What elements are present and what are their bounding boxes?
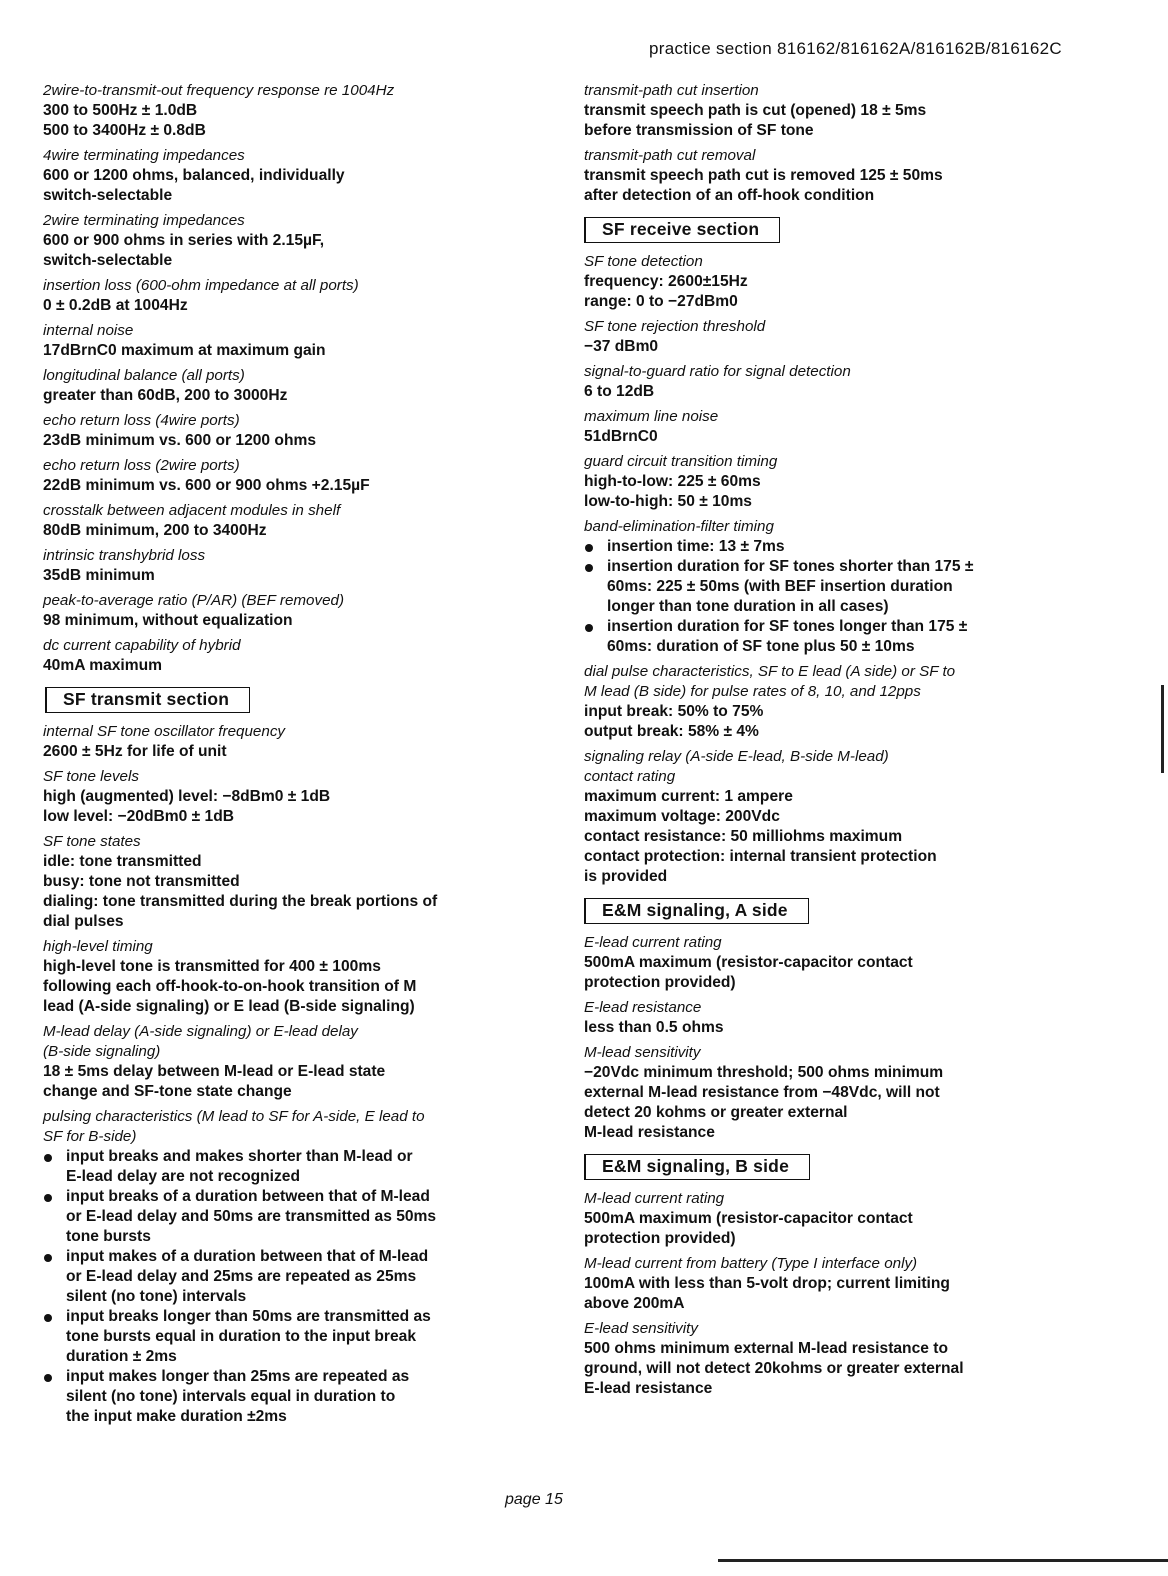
bullet-item [43, 1247, 543, 1307]
spec-item [584, 1254, 1084, 1314]
spec-item [43, 1022, 543, 1102]
bullet-icon [44, 1314, 52, 1322]
spec-label: SF tone levels [43, 768, 139, 785]
spec-list [584, 662, 1084, 887]
bullet-item [43, 1147, 543, 1187]
margin-rule [1161, 685, 1164, 773]
spec-label: crosstalk between adjacent modules in shelf [43, 502, 341, 519]
bullet-item [43, 1187, 543, 1247]
spec-item [584, 998, 1084, 1038]
spec-label: dial pulse characteristics, SF to E lead (A side) or SF to M lead (B side) for pulse rates of 8, 10, and 12pps [584, 663, 956, 700]
spec-value: 80dB minimum, 200 to 3400Hz [43, 522, 267, 539]
bullet-text: input makes of a duration between that of M-lead or E-lead delay and 25ms are repeated as 25ms silent (no tone) intervals [66, 1248, 429, 1305]
spec-item [43, 636, 543, 676]
spec-item [43, 546, 543, 586]
spec-label: M-lead current rating [584, 1190, 725, 1207]
spec-label: SF tone rejection threshold [584, 318, 766, 335]
spec-value: high-level tone is transmitted for 400 ± 100ms following each off-hook-to-on-hook transition of M lead (A-side signaling) or E lead (B-side signaling) [43, 958, 417, 1015]
spec-label: peak-to-average ratio (P/AR) (BEF removed) [43, 592, 345, 609]
spec-label: M-lead current from battery (Type I interface only) [584, 1255, 918, 1272]
bullet-text: input breaks longer than 50ms are transmitted as tone bursts equal in duration to the input break duration ± 2ms [66, 1308, 431, 1365]
spec-label: signaling relay (A-side E-lead, B-side M-lead) contact rating [584, 748, 889, 785]
section-title-sf-transmit: SF transmit section [45, 687, 250, 713]
spec-item [584, 747, 1084, 887]
right-column [584, 81, 1084, 1404]
spec-label: M-lead sensitivity [584, 1044, 701, 1061]
bullet-text: input breaks and makes shorter than M-lead or E-lead delay are not recognized [66, 1148, 413, 1185]
bullet-item [584, 557, 1084, 617]
bullet-text: insertion duration for SF tones shorter than 175 ± 60ms: 225 ± 50ms (with BEF insertion duration longer than tone duration in all cases) [607, 558, 974, 615]
spec-item [43, 937, 543, 1017]
bullet-icon [585, 624, 593, 632]
spec-value: 100mA with less than 5-volt drop; current limiting above 200mA [584, 1275, 950, 1312]
spec-item [43, 501, 543, 541]
spec-value: −37 dBm0 [584, 338, 659, 355]
spec-item [43, 722, 543, 762]
spec-label: echo return loss (4wire ports) [43, 412, 240, 429]
bullet-icon [44, 1194, 52, 1202]
page-footer: page 15 [505, 1491, 563, 1508]
spec-list [43, 722, 543, 1102]
spec-label: 2wire terminating impedances [43, 212, 245, 229]
spec-label: SF tone detection [584, 253, 703, 270]
spec-label: E-lead sensitivity [584, 1320, 698, 1337]
spec-item [584, 407, 1084, 447]
spec-label: maximum line noise [584, 408, 719, 425]
bullet-icon [44, 1254, 52, 1262]
spec-value: less than 0.5 ohms [584, 1019, 724, 1036]
bullet-text: insertion time: 13 ± 7ms [607, 538, 785, 555]
spec-item [43, 276, 543, 316]
spec-item [584, 1043, 1084, 1143]
spec-value: 98 minimum, without equalization [43, 612, 293, 629]
spec-value: 23dB minimum vs. 600 or 1200 ohms [43, 432, 317, 449]
spec-label: transmit-path cut insertion [584, 82, 759, 99]
spec-list [584, 1189, 1084, 1399]
spec-label: pulsing characteristics (M lead to SF for A-side, E lead to SF for B-side) [43, 1108, 425, 1145]
spec-value: 600 or 900 ohms in series with 2.15µF, switch-selectable [43, 232, 325, 269]
bullet-item [43, 1367, 543, 1427]
left-column [43, 81, 543, 1432]
section-title-em-a-side: E&M signaling, A side [584, 898, 809, 924]
spec-label: internal SF tone oscillator frequency [43, 723, 286, 740]
bullet-icon [44, 1154, 52, 1162]
spec-item [584, 1319, 1084, 1399]
spec-label: longitudinal balance (all ports) [43, 367, 245, 384]
bullet-icon [585, 544, 593, 552]
spec-value: high-to-low: 225 ± 60ms low-to-high: 50 ± 10ms [584, 473, 761, 510]
spec-item [584, 517, 1084, 657]
spec-list [584, 252, 1084, 512]
spec-value: 22dB minimum vs. 600 or 900 ohms +2.15µF [43, 477, 370, 494]
spec-value: 35dB minimum [43, 567, 155, 584]
spec-list [584, 81, 1084, 206]
spec-item [43, 321, 543, 361]
section-title-sf-receive: SF receive section [584, 217, 780, 243]
spec-item [584, 362, 1084, 402]
spec-value: 0 ± 0.2dB at 1004Hz [43, 297, 188, 314]
spec-label: E-lead current rating [584, 934, 722, 951]
bullet-text: input breaks of a duration between that of M-lead or E-lead delay and 50ms are transmitted as 50ms tone bursts [66, 1188, 437, 1245]
spec-label: internal noise [43, 322, 134, 339]
spec-label: band-elimination-filter timing [584, 518, 774, 535]
spec-value: transmit speech path cut is removed 125 ± 50ms after detection of an off-hook condition [584, 167, 943, 204]
spec-item [43, 767, 543, 827]
spec-item [43, 146, 543, 206]
spec-value: frequency: 2600±15Hz range: 0 to −27dBm0 [584, 273, 748, 310]
bullet-text: insertion duration for SF tones longer than 175 ± 60ms: duration of SF tone plus 50 ± 10ms [607, 618, 968, 655]
spec-value: 500 ohms minimum external M-lead resistance to ground, will not detect 20kohms or greater external E-lead resistance [584, 1340, 964, 1397]
spec-label: signal-to-guard ratio for signal detection [584, 363, 851, 380]
spec-label: SF tone states [43, 833, 141, 850]
spec-item [43, 366, 543, 406]
spec-label: high-level timing [43, 938, 153, 955]
spec-value: 51dBrnC0 [584, 428, 658, 445]
bullet-icon [585, 564, 593, 572]
spec-value: high (augmented) level: −8dBm0 ± 1dB low level: −20dBm0 ± 1dB [43, 788, 331, 825]
spec-label: echo return loss (2wire ports) [43, 457, 240, 474]
spec-value: input break: 50% to 75% output break: 58% ± 4% [584, 703, 764, 740]
spec-item [43, 81, 543, 141]
spec-label: dc current capability of hybrid [43, 637, 241, 654]
spec-item [43, 411, 543, 451]
spec-value: 300 to 500Hz ± 1.0dB 500 to 3400Hz ± 0.8dB [43, 102, 206, 139]
spec-value: idle: tone transmitted busy: tone not transmitted dialing: tone transmitted during the break portions of dial pulses [43, 853, 438, 930]
spec-label: guard circuit transition timing [584, 453, 778, 470]
spec-value: 40mA maximum [43, 657, 163, 674]
bullet-item [584, 617, 1084, 657]
spec-item [584, 146, 1084, 206]
spec-label: intrinsic transhybrid loss [43, 547, 206, 564]
spec-item [584, 452, 1084, 512]
spec-value: 17dBrnC0 maximum at maximum gain [43, 342, 326, 359]
bullet-list [43, 1147, 543, 1427]
spec-value: maximum current: 1 ampere maximum voltage: 200Vdc contact resistance: 50 milliohms maximum contact protection: internal transient protection is provided [584, 788, 937, 885]
spec-item [584, 662, 1084, 742]
spec-label: M-lead delay (A-side signaling) or E-lead delay (B-side signaling) [43, 1023, 358, 1060]
spec-value: 2600 ± 5Hz for life of unit [43, 743, 227, 760]
spec-value: 600 or 1200 ohms, balanced, individually switch-selectable [43, 167, 345, 204]
spec-value: greater than 60dB, 200 to 3000Hz [43, 387, 288, 404]
bullet-item [43, 1307, 543, 1367]
spec-value: 18 ± 5ms delay between M-lead or E-lead state change and SF-tone state change [43, 1063, 386, 1100]
spec-list [43, 81, 543, 676]
spec-label: 4wire terminating impedances [43, 147, 245, 164]
spec-item [43, 591, 543, 631]
spec-item [43, 832, 543, 932]
spec-item [584, 252, 1084, 312]
spec-label: transmit-path cut removal [584, 147, 756, 164]
spec-label: insertion loss (600-ohm impedance at all ports) [43, 277, 359, 294]
section-title-em-b-side: E&M signaling, B side [584, 1154, 810, 1180]
spec-value: transmit speech path is cut (opened) 18 ± 5ms before transmission of SF tone [584, 102, 927, 139]
spec-label: 2wire-to-transmit-out frequency response re 1004Hz [43, 82, 395, 99]
spec-item [584, 81, 1084, 141]
spec-value: 500mA maximum (resistor-capacitor contact protection provided) [584, 954, 913, 991]
spec-list [584, 933, 1084, 1143]
bottom-rule [718, 1559, 1168, 1562]
spec-item [43, 211, 543, 271]
spec-value: 500mA maximum (resistor-capacitor contact protection provided) [584, 1210, 913, 1247]
bullet-item [584, 537, 1084, 557]
spec-item [43, 456, 543, 496]
spec-value: 6 to 12dB [584, 383, 655, 400]
spec-item [584, 317, 1084, 357]
bullet-icon [44, 1374, 52, 1382]
bullet-text: input makes longer than 25ms are repeated as silent (no tone) intervals equal in duration to the input make duration ±2ms [66, 1368, 410, 1425]
spec-value: −20Vdc minimum threshold; 500 ohms minimum external M-lead resistance from −48Vdc, will not detect 20 kohms or greater external M-lead resistance [584, 1064, 944, 1141]
page-header: practice section 816162/816162A/816162B/816162C [649, 39, 1062, 58]
spec-item [584, 933, 1084, 993]
spec-label: E-lead resistance [584, 999, 702, 1016]
spec-item [43, 1107, 543, 1427]
bullet-list [584, 537, 1084, 657]
spec-item [584, 1189, 1084, 1249]
